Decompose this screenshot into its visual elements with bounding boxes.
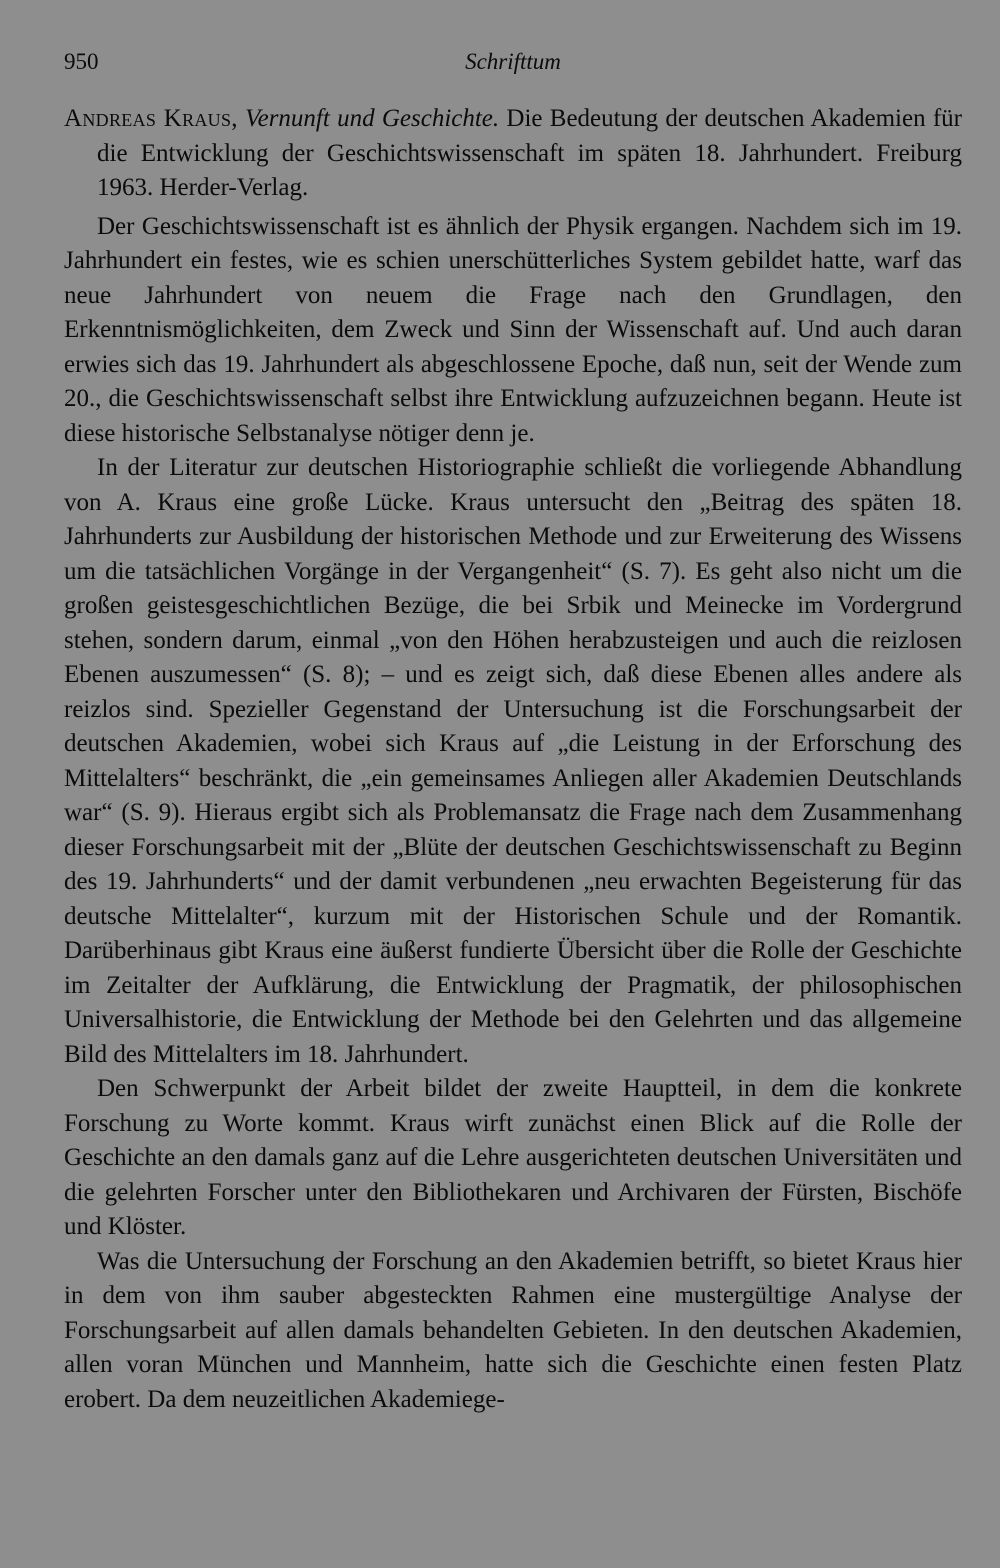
book-citation bbox=[64, 102, 962, 206]
page-number: 950 bbox=[64, 49, 99, 74]
paragraph: Den Schwerpunkt der Arbeit bildet der zweite Hauptteil, in dem die konkrete Forschung zu Worte kommt. Kraus wirft zunächst einen Blick auf die Rolle der Geschichte an den damals ganz auf die Lehre ausgerichteten deutschen Universitäten und die gelehrten Forscher unter den Bibliothekaren und Archivaren der Fürsten, Bischöfe und Klöster. bbox=[64, 1075, 962, 1240]
paragraph: Der Geschichtswissenschaft ist es ähnlich der Physik ergangen. Nachdem sich im 19. Jahrhundert ein festes, wie es schien unerschütterliches System gebildet hatte, warf das neue Jahrhundert von neuem die Frage nach den Grundlagen, den Erkenntnismöglichkeiten, dem Zweck und Sinn der Wissenschaft auf. Und auch daran erwies sich das 19. Jahrhundert als abgeschlossene Epoche, daß nun, seit der Wende zum 20., die Geschichtswissenschaft selbst ihre Entwicklung aufzuzeichnen begann. Heute ist diese historische Selbstanalyse nötiger denn je. bbox=[64, 212, 962, 447]
paragraph: In der Literatur zur deutschen Historiographie schließt die vorliegende Abhandlung von A. Kraus eine große Lücke. Kraus untersucht den „Beitrag des späten 18. Jahrhunderts zur Ausbildung der historischen Methode und zur Erweiterung des Wissens um die tatsächlichen Vorgänge in der Vergangenheit“ (S. 7). Es geht also nicht um die großen geistesgeschichtlichen Bezüge, die bei Srbik und Meinecke im Vordergrund stehen, sondern darum, einmal „von den Höhen herabzusteigen und auch die reizlosen Ebenen auszumessen“ (S. 8); – und es zeigt sich, daß diese Ebenen alles andere als reizlos sind. Spezieller Gegenstand der Untersuchung ist die Forschungsarbeit der deutschen Akademien, wobei sich Kraus auf „die Leistung in der Erforschung des Mittelalters“ beschränkt, die „ein gemeinsames Anliegen aller Akademien Deutschlands war“ (S. 9). Hieraus ergibt sich als Problemansatz die Frage nach dem Zusammenhang dieser Forschungsarbeit mit der „Blüte der deutschen Geschichtswissenschaft zu Beginn des 19. Jahrhunderts“ und der damit verbundenen „neu erwachten Begeisterung für das deutsche Mittelalter“, kurzum mit der Historischen Schule und der Romantik. Darüberhinaus gibt Kraus eine äußerst fundierte Übersicht über die Rolle der Geschichte im Zeitalter der Aufklärung, die Entwicklung der Pragmatik, der philosophischen Universalhistorie, die Entwicklung der Methode bei den Gelehrten und das allgemeine Bild des Mittelalters im 18. Jahrhundert. bbox=[64, 454, 962, 1068]
citation-title: Vernunft und Geschichte. bbox=[245, 105, 500, 132]
review-content bbox=[64, 102, 962, 1417]
paragraph: Was die Untersuchung der Forschung an den Akademien betrifft, so bietet Kraus hier in dem von ihm sauber abgesteckten Rahmen eine mustergültige Analyse der Forschungsarbeit auf allen damals behandelten Gebieten. In den deutschen Akademien, allen voran München und Mannheim, hatte sich die Geschichte einen festen Platz erobert. Da dem neuzeitlichen Akademiege- bbox=[64, 1247, 962, 1413]
citation-author: Andreas Kraus, bbox=[64, 105, 238, 132]
citation-details: Die Bedeutung der deutschen Akademien für die Entwicklung der Geschichtswissenschaft im späten 18. Jahrhundert. Freiburg 1963. Herder-Verlag. bbox=[97, 105, 963, 201]
page-header bbox=[64, 42, 962, 82]
running-title: Schrifttum bbox=[465, 49, 561, 74]
